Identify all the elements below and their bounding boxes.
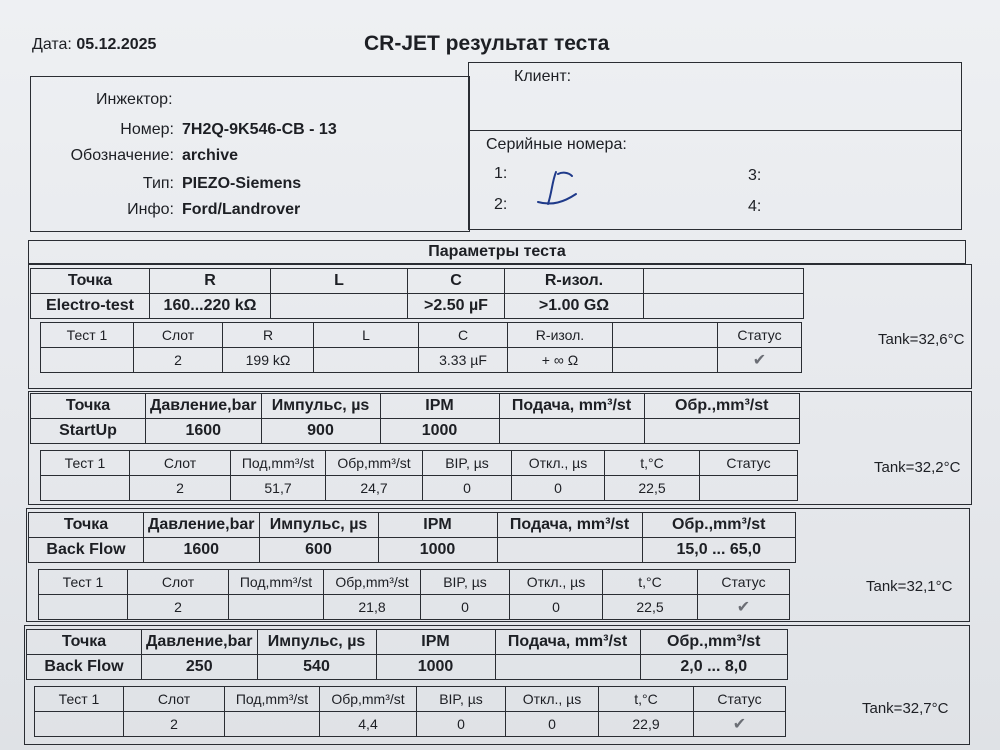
sub-cell-slot: 2: [128, 595, 229, 620]
header-pulse: Импульс, µs: [257, 630, 376, 655]
header-point: Точка: [31, 269, 150, 294]
backflow2-result-header-row: [35, 687, 786, 712]
sub-cell-test: [35, 712, 124, 737]
header-pulse: Импульс, µs: [261, 394, 380, 419]
sub-header-delivery: Под,mm³/st: [231, 451, 326, 476]
header-ipm: IPM: [378, 513, 497, 538]
cell-pressure: 1600: [144, 538, 260, 563]
sub-cell-delivery: 51,7: [231, 476, 326, 501]
cell-ipm: 1000: [378, 538, 497, 563]
backflow1-result-header-row: [39, 570, 790, 595]
sub-header-bip: BIP, µs: [423, 451, 512, 476]
sub-header-temp: t,°C: [605, 451, 700, 476]
sub-cell-temp: 22,9: [599, 712, 694, 737]
sub-header-status: Статус: [694, 687, 786, 712]
serial-label: Серийные номера:: [486, 136, 627, 153]
cell-pulse: 900: [261, 419, 380, 444]
sub-cell-r-iso: + ∞ Ω: [508, 348, 613, 373]
type-value: PIEZO-Siemens: [182, 175, 302, 192]
params-title: Параметры теста: [428, 243, 566, 260]
header-backflow: Обр.,mm³/st: [642, 513, 795, 538]
sub-header-delivery: Под,mm³/st: [229, 570, 324, 595]
backflow2-spec-header-row: [27, 630, 788, 655]
backflow2-spec-table: [26, 629, 788, 680]
sub-header-deviation: Откл., µs: [506, 687, 599, 712]
sub-header-slot: Слот: [130, 451, 231, 476]
sub-header-status: Статус: [700, 451, 798, 476]
cell-empty: [644, 294, 804, 319]
sub-header-slot: Слот: [124, 687, 225, 712]
cell-backflow: [644, 419, 799, 444]
sub-cell-deviation: 0: [512, 476, 605, 501]
cell-backflow: 15,0 ... 65,0: [642, 538, 795, 563]
header-r: R: [150, 269, 271, 294]
sub-cell-status: [700, 476, 798, 501]
sub-cell-test: [39, 595, 128, 620]
sub-header-deviation: Откл., µs: [510, 570, 603, 595]
backflow1-result-row: [39, 595, 790, 620]
electro-tank-temp: Tank=32,6°C: [878, 331, 965, 348]
cell-ipm: 1000: [376, 655, 495, 680]
sub-cell-deviation: 0: [506, 712, 599, 737]
electro-result-header-row: [41, 323, 802, 348]
report-title: CR-JET результат теста: [364, 32, 610, 55]
startup-result-header-row: [41, 451, 798, 476]
sub-header-r: R: [223, 323, 314, 348]
sub-header-backflow: Обр,mm³/st: [326, 451, 423, 476]
header-r-iso: R-изол.: [505, 269, 644, 294]
sub-cell-test: [41, 348, 134, 373]
sub-cell-deviation: 0: [510, 595, 603, 620]
startup-result-row: [41, 476, 798, 501]
sub-header-slot: Слот: [128, 570, 229, 595]
sub-cell-bip: 0: [417, 712, 506, 737]
header-pressure: Давление,bar: [146, 394, 262, 419]
sub-cell-l: [314, 348, 419, 373]
info-value: Ford/Landrover: [182, 201, 301, 218]
sub-header-test: Тест 1: [41, 451, 130, 476]
cell-delivery: [499, 419, 644, 444]
backflow2-tank-temp: Tank=32,7°C: [862, 700, 949, 717]
sub-header-status: Статус: [718, 323, 802, 348]
sub-header-bip: BIP, µs: [417, 687, 506, 712]
sub-cell-backflow: 24,7: [326, 476, 423, 501]
startup-result-table: [40, 450, 798, 501]
header-ipm: IPM: [380, 394, 499, 419]
backflow2-spec-row: [27, 655, 788, 680]
sub-header-bip: BIP, µs: [421, 570, 510, 595]
electro-result-row: [41, 348, 802, 373]
electro-spec-table: [30, 268, 804, 319]
startup-spec-header-row: [31, 394, 800, 419]
header-point: Точка: [27, 630, 142, 655]
sub-header-status: Статус: [698, 570, 790, 595]
sub-cell-empty: [613, 348, 718, 373]
cell-pressure: 250: [142, 655, 258, 680]
checkmark-icon: ✔: [752, 352, 767, 369]
sub-cell-test: [41, 476, 130, 501]
backflow1-spec-row: [29, 538, 796, 563]
sub-header-slot: Слот: [134, 323, 223, 348]
electro-result-table: [40, 322, 802, 373]
electro-spec-row: [31, 294, 804, 319]
cell-ipm: 1000: [380, 419, 499, 444]
sub-header-l: L: [314, 323, 419, 348]
cell-point: Back Flow: [29, 538, 144, 563]
cell-pulse: 540: [257, 655, 376, 680]
type-label: Тип:: [142, 175, 174, 192]
serial-4-label: 4:: [748, 198, 762, 215]
header-backflow: Обр.,mm³/st: [644, 394, 799, 419]
sub-cell-bip: 0: [421, 595, 510, 620]
sub-cell-slot: 2: [134, 348, 223, 373]
serial-2-label: 2:: [494, 196, 508, 213]
sub-header-c: C: [419, 323, 508, 348]
backflow1-spec-header-row: [29, 513, 796, 538]
header-delivery: Подача, mm³/st: [497, 513, 642, 538]
sub-cell-r: 199 kΩ: [223, 348, 314, 373]
sub-cell-backflow: 4,4: [320, 712, 417, 737]
sub-header-test: Тест 1: [41, 323, 134, 348]
sub-cell-bip: 0: [423, 476, 512, 501]
startup-tank-temp: Tank=32,2°C: [874, 459, 961, 476]
sub-header-empty: [613, 323, 718, 348]
sub-cell-temp: 22,5: [603, 595, 698, 620]
checkmark-icon: ✔: [732, 716, 747, 733]
cell-point: Back Flow: [27, 655, 142, 680]
number-value: 7H2Q-9K546-CB - 13: [182, 121, 337, 138]
cell-pressure: 1600: [146, 419, 262, 444]
sub-cell-delivery: [229, 595, 324, 620]
sub-header-backflow: Обр,mm³/st: [320, 687, 417, 712]
cell-r-iso: >1.00 GΩ: [505, 294, 644, 319]
sub-header-backflow: Обр,mm³/st: [324, 570, 421, 595]
header-point: Точка: [31, 394, 146, 419]
cell-delivery: [497, 538, 642, 563]
sub-cell-status: [718, 348, 802, 373]
header-c: C: [408, 269, 505, 294]
designation-label: Обозначение:: [70, 147, 174, 164]
checkmark-icon: ✔: [736, 599, 751, 616]
sub-header-test: Тест 1: [35, 687, 124, 712]
header-l: L: [271, 269, 408, 294]
header-empty: [644, 269, 804, 294]
sub-cell-temp: 22,5: [605, 476, 700, 501]
cell-point: StartUp: [31, 419, 146, 444]
sub-cell-slot: 2: [130, 476, 231, 501]
cell-r: 160...220 kΩ: [150, 294, 271, 319]
sub-cell-status: [694, 712, 786, 737]
header-delivery: Подача, mm³/st: [495, 630, 640, 655]
backflow1-tank-temp: Tank=32,1°C: [866, 578, 953, 595]
sub-cell-status: [698, 595, 790, 620]
electro-spec-header-row: [31, 269, 804, 294]
cell-pulse: 600: [259, 538, 378, 563]
serial-1-label: 1:: [494, 165, 508, 182]
sub-cell-delivery: [225, 712, 320, 737]
info-label: Инфо:: [127, 201, 174, 218]
sub-cell-backflow: 21,8: [324, 595, 421, 620]
backflow1-spec-table: [28, 512, 796, 563]
cell-delivery: [495, 655, 640, 680]
backflow1-result-table: [38, 569, 790, 620]
header-backflow: Обр.,mm³/st: [640, 630, 787, 655]
cell-point: Electro-test: [31, 294, 150, 319]
sub-header-r-iso: R-изол.: [508, 323, 613, 348]
backflow2-result-row: [35, 712, 786, 737]
handwritten-mark-icon: [534, 166, 580, 210]
cell-backflow: 2,0 ... 8,0: [640, 655, 787, 680]
startup-spec-table: [30, 393, 800, 444]
startup-spec-row: [31, 419, 800, 444]
number-label: Номер:: [120, 121, 174, 138]
injector-heading: Инжектор:: [96, 91, 173, 108]
client-label: Клиент:: [514, 68, 572, 85]
cell-c: >2.50 µF: [408, 294, 505, 319]
header-point: Точка: [29, 513, 144, 538]
cell-l: [271, 294, 408, 319]
designation-value: archive: [182, 147, 239, 164]
sub-header-temp: t,°C: [599, 687, 694, 712]
sub-header-test: Тест 1: [39, 570, 128, 595]
sub-cell-c: 3.33 µF: [419, 348, 508, 373]
client-divider: [468, 130, 962, 131]
sub-header-temp: t,°C: [603, 570, 698, 595]
header-pressure: Давление,bar: [142, 630, 258, 655]
sub-header-delivery: Под,mm³/st: [225, 687, 320, 712]
header-ipm: IPM: [376, 630, 495, 655]
serial-3-label: 3:: [748, 167, 762, 184]
header-pulse: Импульс, µs: [259, 513, 378, 538]
header-delivery: Подача, mm³/st: [499, 394, 644, 419]
sub-header-deviation: Откл., µs: [512, 451, 605, 476]
backflow2-result-table: [34, 686, 786, 737]
report-date: Дата: 05.12.2025: [32, 36, 157, 53]
header-pressure: Давление,bar: [144, 513, 260, 538]
sub-cell-slot: 2: [124, 712, 225, 737]
